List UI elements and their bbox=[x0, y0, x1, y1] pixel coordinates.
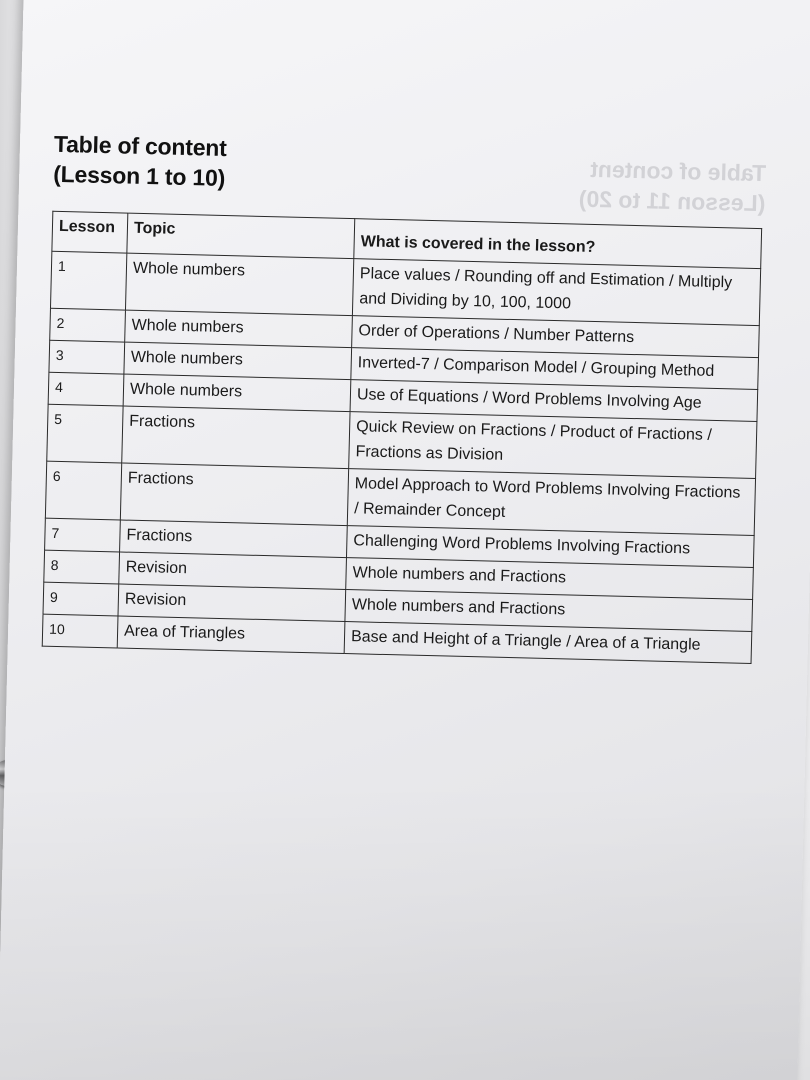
lesson-covered: Challenging Word Problems Involving Fractions bbox=[346, 526, 754, 568]
lesson-number: 5 bbox=[47, 404, 123, 463]
lesson-covered: Model Approach to Word Problems Involving Fractions / Remainder Concept bbox=[347, 469, 755, 536]
header-lesson: Lesson bbox=[52, 211, 128, 253]
lesson-topic: Fractions bbox=[120, 463, 348, 526]
lesson-topic: Whole numbers bbox=[125, 310, 353, 348]
lesson-topic: Revision bbox=[118, 584, 346, 622]
lesson-topic: Area of Triangles bbox=[117, 616, 345, 654]
lesson-covered: Whole numbers and Fractions bbox=[346, 558, 754, 600]
lesson-number: 9 bbox=[43, 582, 119, 616]
lesson-number: 3 bbox=[49, 340, 125, 374]
lesson-covered: Quick Review on Fractions / Product of Fractions / Fractions as Division bbox=[349, 412, 757, 479]
bleed-title-line2: (Lesson 11 to 20) bbox=[578, 185, 766, 217]
page-title bbox=[53, 129, 754, 206]
lesson-number: 2 bbox=[50, 308, 126, 342]
table-of-contents bbox=[42, 211, 762, 664]
lesson-covered: Whole numbers and Fractions bbox=[345, 590, 753, 632]
lesson-covered: Place values / Rounding off and Estimation / Multiply and Dividing by 10, 100, 1000 bbox=[352, 259, 760, 326]
lesson-topic: Revision bbox=[119, 552, 347, 590]
lesson-topic: Fractions bbox=[122, 406, 350, 469]
header-topic: Topic bbox=[127, 213, 355, 259]
lesson-covered: Base and Height of a Triangle / Area of a Triangle bbox=[344, 622, 752, 664]
lesson-number: 10 bbox=[42, 614, 118, 648]
title-line-2: (Lesson 1 to 10) bbox=[52, 160, 226, 191]
document-content bbox=[42, 129, 754, 664]
bleed-title-line1: Table of content bbox=[589, 155, 767, 187]
title-line-1: Table of content bbox=[53, 130, 227, 161]
lesson-topic: Whole numbers bbox=[123, 374, 351, 412]
lesson-topic: Fractions bbox=[120, 520, 348, 558]
lesson-number: 6 bbox=[45, 461, 121, 520]
lesson-covered: Use of Equations / Word Problems Involving Age bbox=[350, 380, 758, 422]
lesson-topic: Whole numbers bbox=[125, 253, 353, 316]
header-covered: What is covered in the lesson? bbox=[354, 219, 762, 269]
lesson-number: 1 bbox=[50, 251, 126, 310]
lesson-topic: Whole numbers bbox=[124, 342, 352, 380]
lesson-covered: Inverted-7 / Comparison Model / Grouping Method bbox=[351, 348, 759, 390]
lesson-number: 8 bbox=[44, 550, 120, 584]
lesson-covered: Order of Operations / Number Patterns bbox=[352, 316, 760, 358]
lesson-number: 7 bbox=[45, 518, 121, 552]
lesson-number: 4 bbox=[48, 372, 124, 406]
